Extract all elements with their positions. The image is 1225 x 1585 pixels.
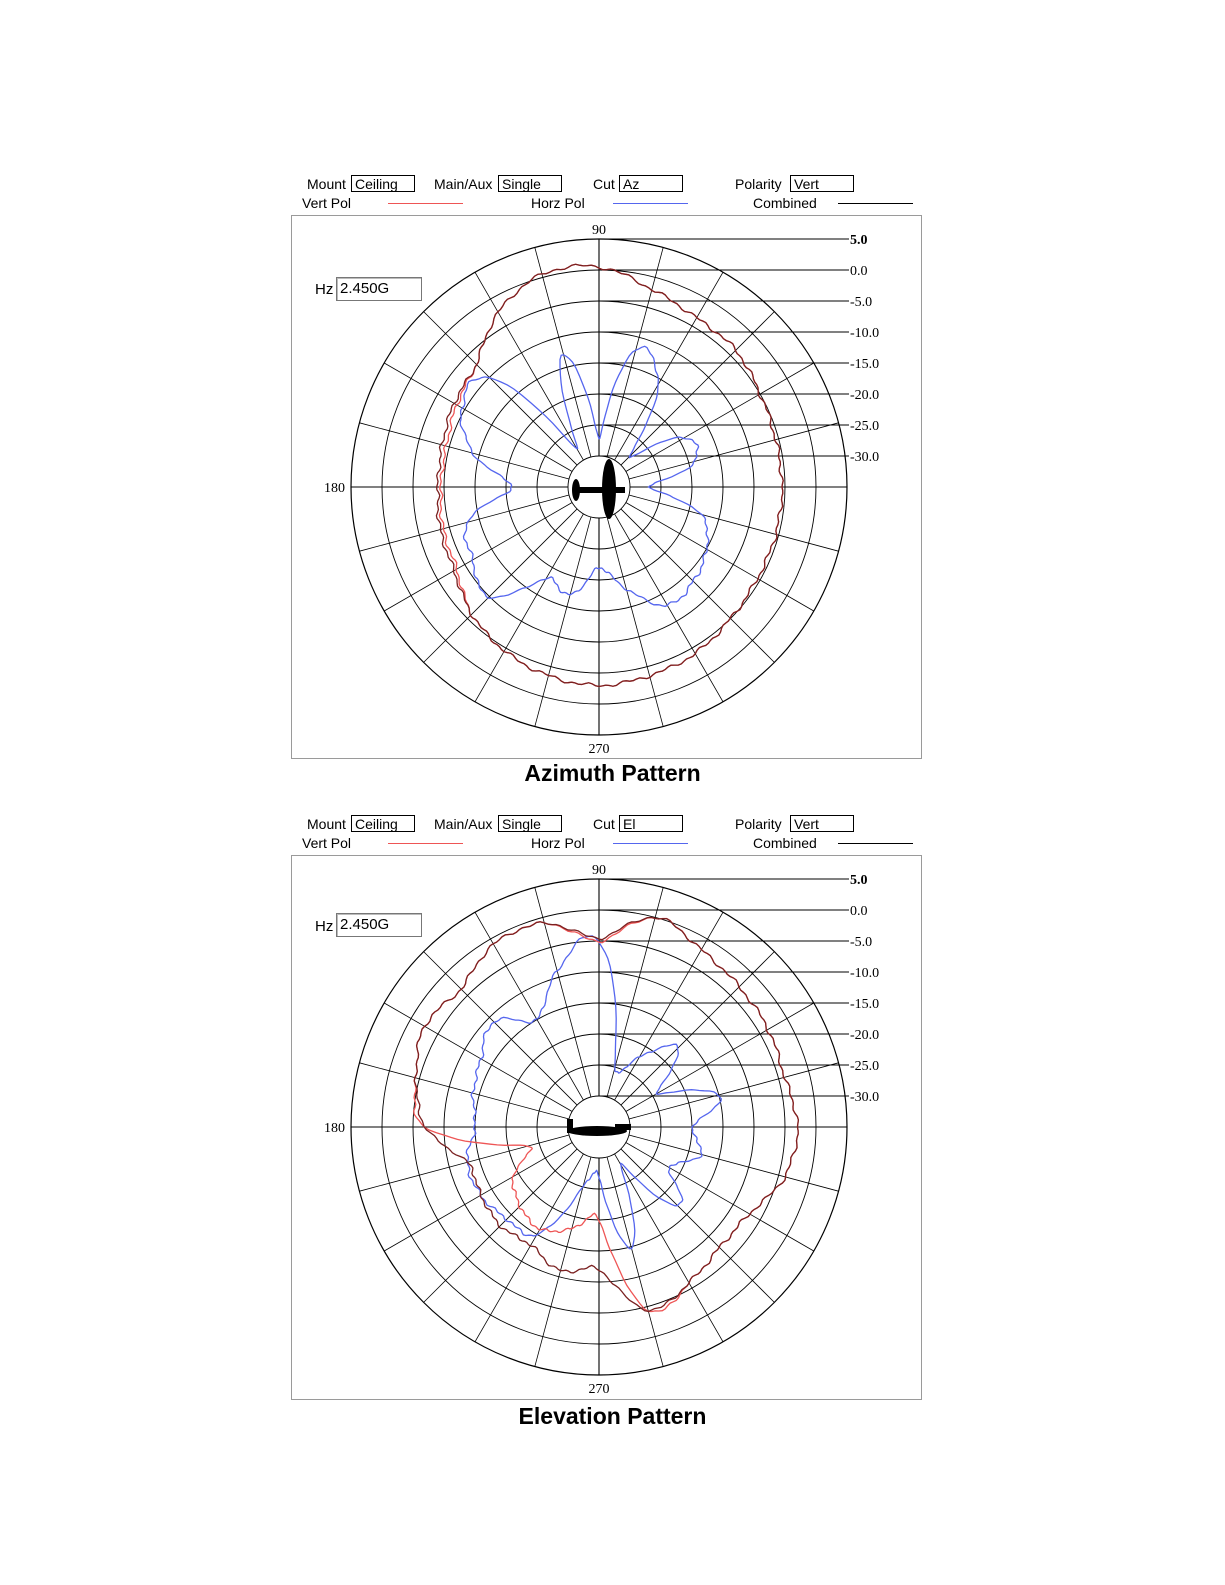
grid-spoke — [384, 1003, 572, 1112]
grid-spoke — [535, 887, 591, 1097]
angle-label: 270 — [588, 742, 610, 757]
radial-tick-label: -10.0 — [850, 326, 880, 341]
grid-spoke — [621, 952, 774, 1105]
mainaux-field[interactable]: Single — [498, 175, 562, 192]
grid-spoke — [629, 1063, 839, 1119]
series-horz — [466, 936, 721, 1249]
aircraft-icon — [567, 1119, 631, 1136]
radial-tick-label: -20.0 — [850, 1028, 880, 1043]
angle-label: 270 — [588, 1382, 610, 1397]
angle-label: 90 — [592, 863, 606, 878]
legend-horz-label: Horz Pol — [531, 195, 585, 211]
grid-spoke — [475, 912, 584, 1100]
mainaux-field[interactable]: Single — [498, 815, 562, 832]
legend-combined-line — [838, 843, 913, 844]
series-combined — [414, 917, 798, 1311]
mount-label: Mount — [307, 176, 346, 192]
legend-vert-label: Vert Pol — [302, 195, 352, 211]
angle-label: 180 — [324, 481, 345, 496]
mainaux-label: Main/Aux — [434, 176, 493, 192]
elevation-polar-chart — [292, 856, 921, 1399]
grid-spoke — [626, 1143, 814, 1252]
cut-label: Cut — [593, 176, 615, 192]
legend-horz-line — [613, 843, 688, 844]
hz-field[interactable]: 2.450G — [336, 277, 422, 301]
hz-field[interactable]: 2.450G — [336, 913, 422, 937]
radial-tick-label: 5.0 — [850, 233, 868, 248]
polarity-label: Polarity — [735, 176, 782, 192]
mainaux-label: Main/Aux — [434, 816, 493, 832]
mount-field[interactable]: Ceiling — [351, 815, 415, 832]
radial-tick-label: -20.0 — [850, 388, 880, 403]
cut-field[interactable]: Az — [619, 175, 683, 192]
grid-spoke — [621, 1149, 774, 1302]
legend-combined-label: Combined — [753, 835, 817, 851]
radial-tick-label: -30.0 — [850, 450, 880, 465]
mount-label: Mount — [307, 816, 346, 832]
cut-label: Cut — [593, 816, 615, 832]
radial-tick-label: -10.0 — [850, 966, 880, 981]
cut-field[interactable]: El — [619, 815, 683, 832]
legend-vert-label: Vert Pol — [302, 835, 352, 851]
angle-label: 180 — [324, 1121, 345, 1136]
hz-label: Hz — [315, 281, 334, 298]
grid-spoke — [359, 1135, 569, 1191]
mount-field[interactable]: Ceiling — [351, 175, 415, 192]
radial-tick-label: 5.0 — [850, 873, 868, 888]
grid-spoke — [615, 912, 724, 1100]
hz-label: Hz — [315, 918, 334, 935]
grid-spoke — [424, 1149, 577, 1302]
azimuth-caption: Azimuth Pattern — [524, 760, 701, 786]
legend-combined-label: Combined — [753, 195, 817, 211]
grid-spoke — [359, 1063, 569, 1119]
grid-spoke — [475, 1154, 584, 1342]
radial-tick-label: -25.0 — [850, 1059, 880, 1074]
radial-tick-label: -15.0 — [850, 357, 880, 372]
grid-spoke — [629, 1135, 839, 1191]
polarity-field[interactable]: Vert — [790, 175, 854, 192]
polarity-field[interactable]: Vert — [790, 815, 854, 832]
radial-tick-label: -5.0 — [850, 295, 873, 310]
polarity-label: Polarity — [735, 816, 782, 832]
radial-tick-label: -30.0 — [850, 1090, 880, 1105]
grid-spoke — [384, 1143, 572, 1252]
legend-vert-line — [388, 843, 463, 844]
elevation-caption: Elevation Pattern — [518, 1403, 707, 1429]
radial-tick-label: 0.0 — [850, 904, 868, 919]
legend-horz-label: Horz Pol — [531, 835, 585, 851]
radial-tick-label: -15.0 — [850, 997, 880, 1012]
angle-label: 90 — [592, 223, 606, 238]
grid-spoke — [424, 952, 577, 1105]
grid-spoke — [535, 1157, 591, 1367]
radial-tick-label: -25.0 — [850, 419, 880, 434]
grid-spoke — [615, 1154, 724, 1342]
radial-tick-label: 0.0 — [850, 264, 868, 279]
grid-spoke — [626, 1003, 814, 1112]
radial-tick-label: -5.0 — [850, 935, 873, 950]
series-vert — [414, 918, 799, 1312]
